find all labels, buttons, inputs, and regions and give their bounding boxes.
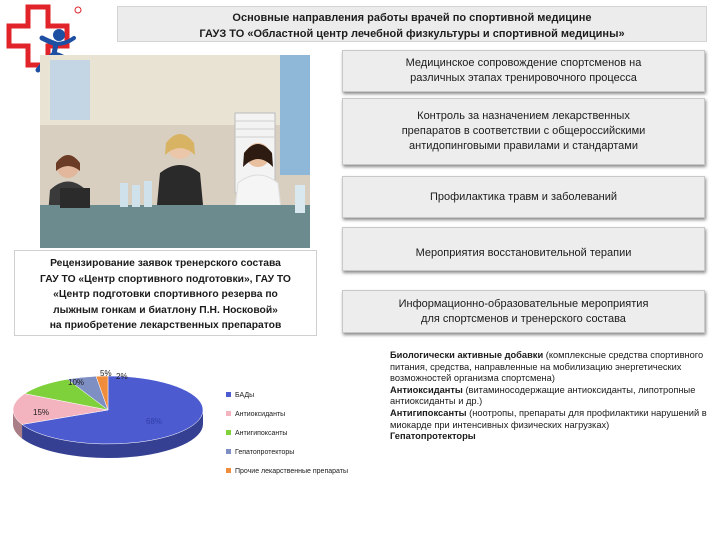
legend-label: Антиоксиданты <box>235 411 286 418</box>
direction-line: Мероприятия восстановительной терапии <box>415 247 632 259</box>
direction-line: Медицинское сопровождение спортсменов на <box>405 57 642 69</box>
direction-injury-prevention <box>342 176 705 218</box>
direction-line: для спортсменов и тренерского состава <box>421 312 626 325</box>
description-item <box>390 408 708 431</box>
direction-line: препаратов в соответствии с общероссийскими <box>401 125 646 137</box>
direction-medical-support <box>342 50 705 92</box>
direction-rehab-therapy <box>342 227 705 271</box>
description-item <box>390 431 708 443</box>
direction-line: Контроль за назначением лекарственных <box>417 110 630 122</box>
legend-swatch <box>226 468 231 473</box>
meeting-photo <box>40 55 310 248</box>
pie-data-label: 68% <box>146 417 163 426</box>
direction-drug-control <box>342 98 705 165</box>
direction-line: различных этапах тренировочного процесса <box>410 72 637 84</box>
description-text: (комплексные средства спортивного питания, средства, направленные на мобилизацию энергетических возможностей организма спортсмена) <box>390 350 704 384</box>
descriptions-list <box>390 350 708 443</box>
pie-data-label: 5% <box>100 369 112 378</box>
pie-data-label: 15% <box>33 408 50 417</box>
review-line: на приобретение лекарственных препаратов <box>49 320 282 331</box>
title-line-1: Основные направления работы врачей по спортивной медицине <box>232 12 592 24</box>
page-title <box>117 6 707 42</box>
review-box <box>14 250 317 336</box>
description-term: Гепатопротекторы <box>390 431 476 442</box>
review-line: ГАУ ТО «Центр спортивного подготовки», ГАУ ТО <box>40 273 291 285</box>
legend-label: Прочие лекарственные препараты <box>235 468 349 475</box>
direction-line: Информационно-образовательные мероприятия <box>398 297 649 310</box>
title-line-2: ГАУЗ ТО «Областной центр лечебной физкультуры и спортивной медицины» <box>199 28 625 40</box>
description-text: (ноотропы, препараты для профилактики нарушений в миокарде при интенсивных физических нагрузках) <box>390 407 707 430</box>
pie-data-label: 2% <box>116 372 128 381</box>
direction-line: антидопинговыми правилами и стандартами <box>409 140 638 152</box>
description-item <box>390 385 708 408</box>
direction-line: Профилактика травм и заболеваний <box>429 190 618 203</box>
review-line: лыжным гонкам и биатлону П.Н. Носковой» <box>53 304 278 316</box>
drug-pie-chart <box>8 362 370 492</box>
legend-swatch <box>226 411 231 416</box>
description-term: Антигипоксанты <box>390 407 467 418</box>
description-term: Антиоксиданты <box>390 384 463 395</box>
review-line: Рецензирование заявок тренерского состава <box>50 258 281 269</box>
legend-swatch <box>226 392 231 397</box>
legend-label: Гепатопротекторы <box>235 449 295 456</box>
review-line: «Центр подготовки спортивного резерва по <box>53 289 278 300</box>
legend-label: Антигипоксанты <box>235 430 288 437</box>
legend-swatch <box>226 449 231 454</box>
description-item <box>390 350 708 385</box>
description-text: (витаминосодержащие антиоксиданты, липотропные антиоксиданты и др.) <box>390 384 696 407</box>
direction-education <box>342 290 705 333</box>
pie-data-label: 10% <box>68 378 85 387</box>
bullet-marker <box>375 348 379 352</box>
legend-label: БАДы <box>235 392 255 399</box>
legend-swatch <box>226 430 231 435</box>
description-term: Биологически активные добавки <box>390 350 544 360</box>
